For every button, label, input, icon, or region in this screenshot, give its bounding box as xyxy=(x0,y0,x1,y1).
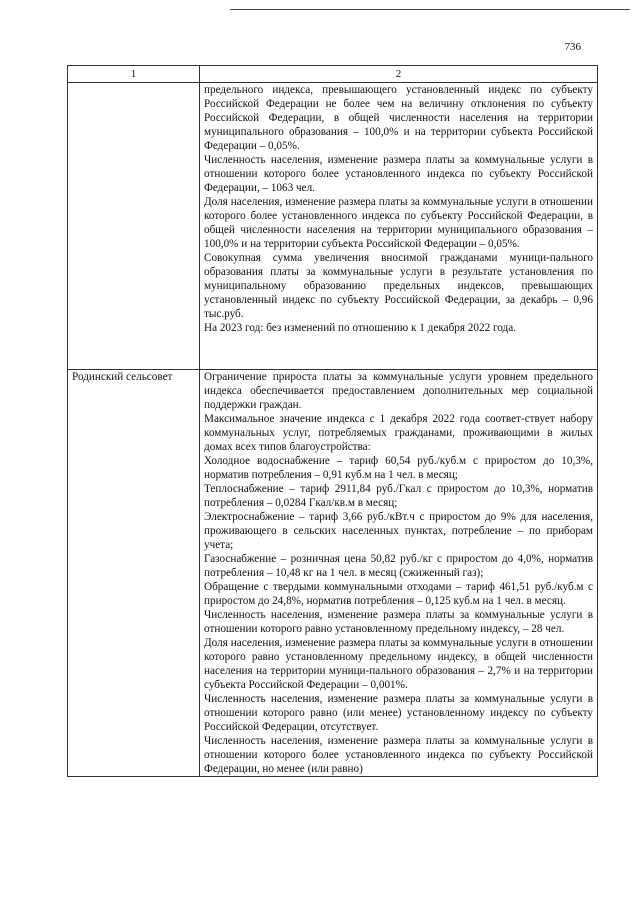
paragraph: На 2023 год: без изменений по отношению к 1 декабря 2022 года. xyxy=(204,322,517,334)
row-description-cell xyxy=(200,83,598,370)
paragraph: предельного индекса, превышающего установленный индекс по субъекту Российской Федерации не более чем на величину отклонения по субъекту Российской Федерации, в общей численности населения на территории муниципального образования – 100,0% и на территории субъекта Российской Федерации – 0,05%. xyxy=(204,84,593,152)
document-table xyxy=(67,65,598,777)
column-header-1: 1 xyxy=(68,66,200,83)
top-rule xyxy=(230,9,630,10)
table-header-row xyxy=(68,66,598,83)
paragraph: Численность населения, изменение размера платы за коммунальные услуги в отношении которого более установленного индекса по субъекту Российской Федерации, но менее (или равно) xyxy=(204,735,593,775)
paragraph: Газоснабжение – розничная цена 50,82 руб./кг с приростом до 4,0%, норматив потребления – 10,48 кг на 1 чел. в месяц (сжиженный газ); xyxy=(204,553,593,579)
paragraph: Доля населения, изменение размера платы за коммунальные услуги в отношении которого равно установленному предельному индексу, в общей численности населения на территории муници-пального образования – 2,7% и на территории субъекта Российской Федерации – 0,001%. xyxy=(204,637,593,691)
paragraph: Обращение с твердыми коммунальными отходами – тариф 461,51 руб./куб.м с приростом до 24,8%, норматив потребления – 0,125 куб.м на 1 чел. в месяц. xyxy=(204,581,593,607)
paragraph: Холодное водоснабжение – тариф 60,54 руб./куб.м с приростом до 10,3%, норматив потребления – 0,91 куб.м на 1 чел. в месяц; xyxy=(204,455,593,481)
paragraph: Теплоснабжение – тариф 2911,84 руб./Гкал с приростом до 10,3%, норматив потребления – 0,0284 Гкал/кв.м в месяц; xyxy=(204,483,593,509)
row-municipality-cell xyxy=(68,83,200,370)
table-row xyxy=(68,370,598,777)
row-description-cell xyxy=(200,370,598,777)
paragraph: Максимальное значение индекса с 1 декабря 2022 года соответ-ствует набору коммунальных услуг, потребляемых гражданами, проживающими в жилых домах всех типов благоустройства: xyxy=(204,413,593,453)
paragraph: Численность населения, изменение размера платы за коммунальные услуги в отношении которого равно (или менее) установленному индексу по субъекту Российской Федерации, отсутствует. xyxy=(204,693,593,733)
table-row xyxy=(68,83,598,370)
paragraph: Ограничение прироста платы за коммунальные услуги уровнем предельного индекса обеспечивается предоставлением дополнительных мер социальной поддержки граждан. xyxy=(204,371,593,411)
paragraph: Совокупная сумма увеличения вносимой гражданами муници-пального образования платы за коммунальные услуги в результате установления по муниципальному образованию предельных индексов, превышающих установленный индекс по субъекту Российской Федерации, за декабрь – 0,96 тыс.руб. xyxy=(204,252,593,320)
paragraph: Электроснабжение – тариф 3,66 руб./кВт.ч с приростом до 9% для населения, проживающего в сельских населенных пунктах, потребление – по приборам учета; xyxy=(204,511,593,551)
page-number: 736 xyxy=(564,41,581,53)
column-header-2: 2 xyxy=(200,66,598,83)
paragraph: Численность населения, изменение размера платы за коммунальные услуги в отношении которого равно установленному предельному индексу, – 28 чел. xyxy=(204,609,593,635)
row-municipality-cell: Родинский сельсовет xyxy=(68,370,200,777)
paragraph: Доля населения, изменение размера платы за коммунальные услуги в отношении которого более установленного индекса по субъекту Российской Федерации, в общей численности населения на территории муниципального образования – 100,0% и на территории субъекта Российской Федерации – 0,05%. xyxy=(204,196,593,250)
paragraph: Численность населения, изменение размера платы за коммунальные услуги в отношении которого более установленного индекса по субъекту Российской Федерации, – 1063 чел. xyxy=(204,154,593,194)
